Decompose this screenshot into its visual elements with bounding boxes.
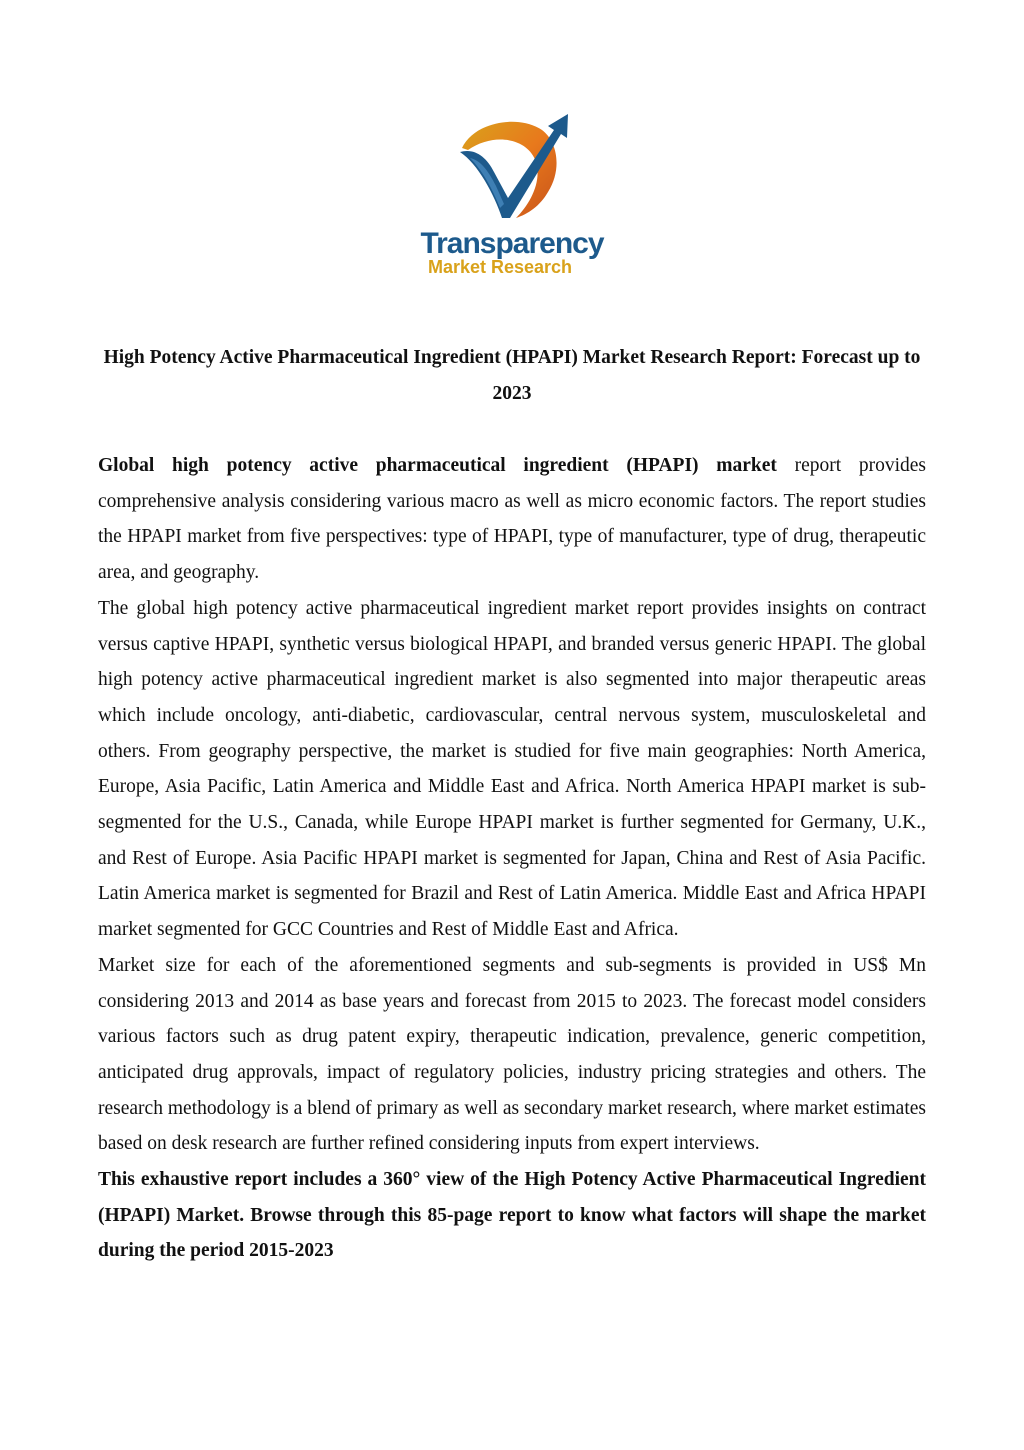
paragraph-segmentation: The global high potency active pharmaceutical ingredient market report provides insights on contract versus captive HPAPI, synthetic versus biological HPAPI, and branded versus generic HPAPI. The global high potency active pharmaceutical ingredient market is also segmented into major therapeutic areas which include oncology, anti-diabetic, cardiovascular, central nervous system, musculoskeletal and others. From geography perspective, the market is studied for five main geographies: North America, Europe, Asia Pacific, Latin America and Middle East and Africa. North America HPAPI market is sub-segmented for the U.S., Canada, while Europe HPAPI market is further segmented for Germany, U.K., and Rest of Europe. Asia Pacific HPAPI market is segmented for Japan, China and Rest of Asia Pacific. Latin America market is segmented for Brazil and Rest of Latin America. Middle East and Africa HPAPI market segmented for GCC Countries and Rest of Middle East and Africa. — [98, 597, 926, 941]
intro-rest: report provides comprehensive analysis considering various macro as well as micro economic factors. The report studies the HPAPI market from five perspectives: type of HPAPI, type of manufacturer, type of drug, therapeutic area, and geography. — [98, 455, 926, 584]
company-logo — [412, 108, 612, 280]
paragraph-summary: This exhaustive report includes a 360° view of the High Potency Active Pharmaceutical Ingredient (HPAPI) Market. Browse through this 85-page report to know what factors will shape the market during the period 2015-2023 — [98, 1169, 926, 1262]
logo-text-line1: Transparency — [420, 227, 604, 260]
report-body — [98, 448, 926, 1269]
intro-bold-phrase: Global high potency active pharmaceutical ingredient (HPAPI) market — [98, 455, 777, 476]
paragraph-intro — [98, 448, 926, 591]
logo-text-line2: Market Research — [427, 257, 573, 277]
logo-mark-icon — [412, 108, 612, 280]
page-title: High Potency Active Pharmaceutical Ingredient (HPAPI) Market Research Report: Forecast up to 2023 — [103, 347, 921, 404]
paragraph-methodology: Market size for each of the aforementioned segments and sub-segments is provided in US$ Mn considering 2013 and 2014 as base years and forecast from 2015 to 2023. The forecast model considers various factors such as drug patent expiry, therapeutic indication, prevalence, generic competition, anticipated drug approvals, impact of regulatory policies, industry pricing strategies and others. The research methodology is a blend of primary as well as secondary market research, where market estimates based on desk research are further refined considering inputs from expert interviews. — [98, 954, 926, 1155]
